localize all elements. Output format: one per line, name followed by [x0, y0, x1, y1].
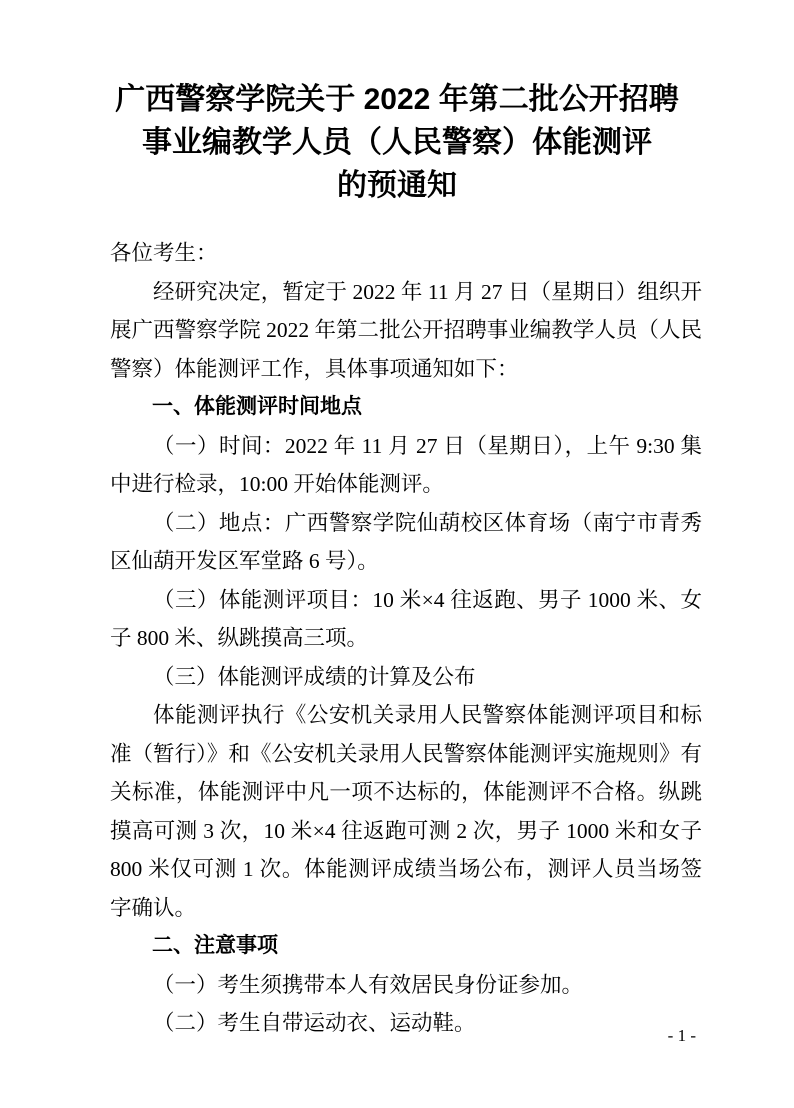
note-id-card: （一）考生须携带本人有效居民身份证参加。	[153, 972, 584, 997]
document-title-line-2: 事业编教学人员（人民警察）体能测评	[142, 126, 652, 159]
document-title-line-1: 广西警察学院关于 2022 年第二批公开招聘	[115, 83, 679, 116]
section-heading-time-location: 一、体能测评时间地点	[152, 395, 362, 418]
item-location: （二）地点：广西警察学院仙葫校区体育场（南宁市青秀区仙葫开发区军堂路 6 号）。	[110, 510, 702, 573]
salutation: 各位考生：	[110, 241, 218, 265]
note-sportswear: （二）考生自带运动衣、运动鞋。	[153, 1011, 476, 1035]
item-time: （一）时间：2022 年 11 月 27 日（星期日），上午 9:30 集中进行检录，10:00 开始体能测评。	[110, 433, 702, 496]
document-title-line-3: 的预通知	[337, 169, 457, 202]
document-body	[110, 234, 702, 1043]
item-test-events: （三）体能测评项目：10 米×4 往返跑、男子 1000 米、女子 800 米、纵跳摸高三项。	[110, 587, 702, 650]
section-heading-notes: 二、注意事项	[152, 934, 278, 957]
page-number: - 1 -	[667, 1026, 696, 1045]
item-score-publication-heading: （三）体能测评成绩的计算及公布	[153, 664, 476, 689]
document-title	[0, 78, 794, 207]
paragraph-score-rules: 体能测评执行《公安机关录用人民警察体能测评项目和标准（暂行）》和《公安机关录用人民警察体能测评实施规则》有关标准，体能测评中凡一项不达标的，体能测评不合格。纵跳摸高可测 3 次，10 米×4 往返跑可测 2 次，男子 1000 米和女子 800 米仅可测 1 次。体能测评成绩当场公布，测评人员当场签字确认。	[110, 703, 702, 920]
paragraph-intro: 经研究决定，暂定于 2022 年 11 月 27 日（星期日）组织开展广西警察学院 2022 年第二批公开招聘事业编教学人员（人民警察）体能测评工作，具体事项通知如下：	[110, 279, 702, 381]
